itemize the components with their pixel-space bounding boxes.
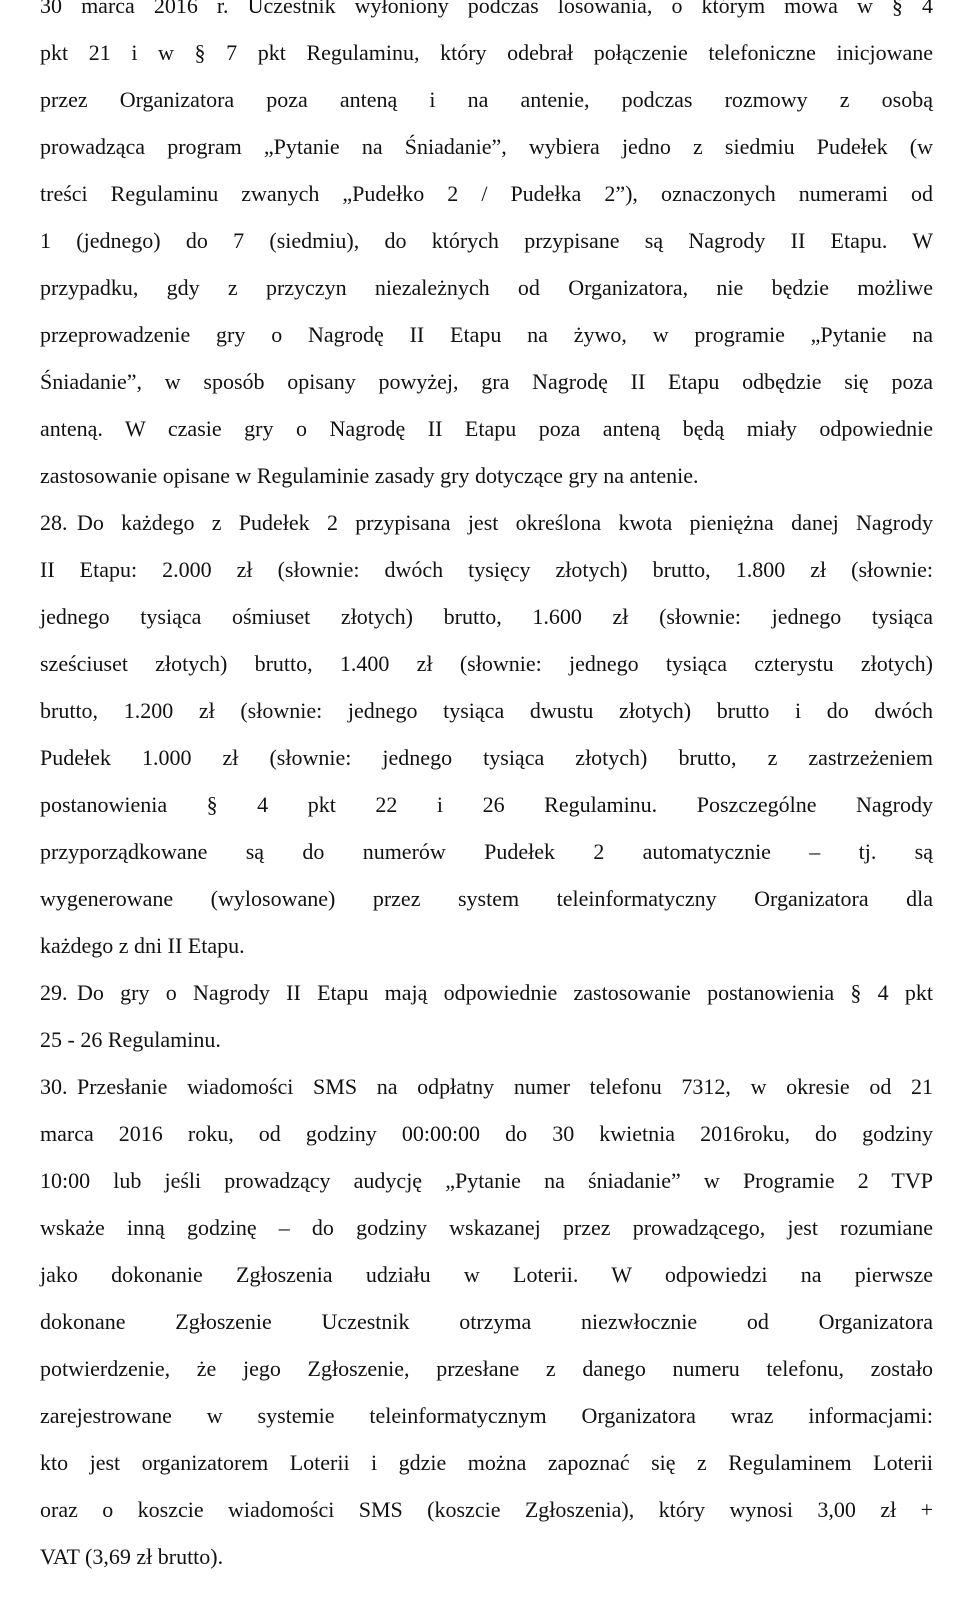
text-line: wskaże inną godzinę – do godziny wskazanej przez prowadzącego, jest rozumiane xyxy=(40,1215,933,1240)
text-line: każdego z dni II Etapu. xyxy=(40,933,245,958)
text-line: II Etapu: 2.000 zł (słownie: dwóch tysięcy złotych) brutto, 1.800 zł (słownie: xyxy=(40,557,933,582)
text-line: przypadku, gdy z przyczyn niezależnych od Organizatora, nie będzie możliwe xyxy=(40,275,933,300)
text-line: Do gry o Nagrody II Etapu mają odpowiednie zastosowanie postanowienia § 4 pkt xyxy=(77,980,933,1005)
text-line: 1 (jednego) do 7 (siedmiu), do których przypisane są Nagrody II Etapu. W xyxy=(40,228,933,253)
text-line: oraz o koszcie wiadomości SMS (koszcie Zgłoszenia), który wynosi 3,00 zł + xyxy=(40,1497,933,1522)
text-line: przyporządkowane są do numerów Pudełek 2 automatycznie – tj. są xyxy=(40,839,933,864)
text-line: treści Regulaminu zwanych „Pudełko 2 / Pudełka 2”), oznaczonych numerami od xyxy=(40,181,933,206)
text-line: potwierdzenie, że jego Zgłoszenie, przesłane z danego numeru telefonu, zostało xyxy=(40,1356,933,1381)
text-line: sześciuset złotych) brutto, 1.400 zł (słownie: jednego tysiąca czterystu złotych) xyxy=(40,651,933,676)
text-line: prowadząca program „Pytanie na Śniadanie”, wybiera jedno z siedmiu Pudełek (w xyxy=(40,134,933,159)
text-line: postanowienia § 4 pkt 22 i 26 Regulaminu. Poszczególne Nagrody xyxy=(40,792,933,817)
text-line: jako dokonanie Zgłoszenia udziału w Loterii. W odpowiedzi na pierwsze xyxy=(40,1262,933,1287)
text-line: marca 2016 roku, od godziny 00:00:00 do 30 kwietnia 2016roku, do godziny xyxy=(40,1121,933,1146)
text-line: brutto, 1.200 zł (słownie: jednego tysiąca dwustu złotych) brutto i do dwóch xyxy=(40,698,933,723)
text-line: kto jest organizatorem Loterii i gdzie można zapoznać się z Regulaminem Loterii xyxy=(40,1450,933,1475)
text-line: pkt 21 i w § 7 pkt Regulaminu, który odebrał połączenie telefoniczne inicjowane xyxy=(40,40,933,65)
text-line: 25 - 26 Regulaminu. xyxy=(40,1027,221,1052)
item-number: 29. xyxy=(40,980,68,1005)
text-line: 30 marca 2016 r. Uczestnik wyłoniony podczas losowania, o którym mowa w § 4 xyxy=(40,0,933,18)
text-line: Przesłanie wiadomości SMS na odpłatny numer telefonu 7312, w okresie od 21 xyxy=(77,1074,933,1099)
item-number: 28. xyxy=(40,510,68,535)
text-line: dokonane Zgłoszenie Uczestnik otrzyma niezwłocznie od Organizatora xyxy=(40,1309,933,1334)
text-line: Śniadanie”, w sposób opisany powyżej, gra Nagrodę II Etapu odbędzie się poza xyxy=(40,369,933,394)
text-line: jednego tysiąca ośmiuset złotych) brutto, 1.600 zł (słownie: jednego tysiąca xyxy=(40,604,933,629)
item-number: 30. xyxy=(40,1074,68,1099)
text-line: zastosowanie opisane w Regulaminie zasady gry dotyczące gry na antenie. xyxy=(40,463,699,488)
text-line: VAT (3,69 zł brutto). xyxy=(40,1544,224,1569)
text-line: Do każdego z Pudełek 2 przypisana jest określona kwota pieniężna danej Nagrody xyxy=(77,510,933,535)
text-line: Pudełek 1.000 zł (słownie: jednego tysiąca złotych) brutto, z zastrzeżeniem xyxy=(40,745,933,770)
text-line: przez Organizatora poza anteną i na antenie, podczas rozmowy z osobą xyxy=(40,87,933,112)
text-line: zarejestrowane w systemie teleinformatycznym Organizatora wraz informacjami: xyxy=(40,1403,933,1428)
text-line: anteną. W czasie gry o Nagrodę II Etapu poza anteną będą miały odpowiednie xyxy=(40,416,933,441)
text-line: 10:00 lub jeśli prowadzący audycję „Pytanie na śniadanie” w Programie 2 TVP xyxy=(40,1168,933,1193)
text-line: wygenerowane (wylosowane) przez system teleinformatyczny Organizatora dla xyxy=(40,886,933,911)
text-line: przeprowadzenie gry o Nagrodę II Etapu na żywo, w programie „Pytanie na xyxy=(40,322,933,347)
